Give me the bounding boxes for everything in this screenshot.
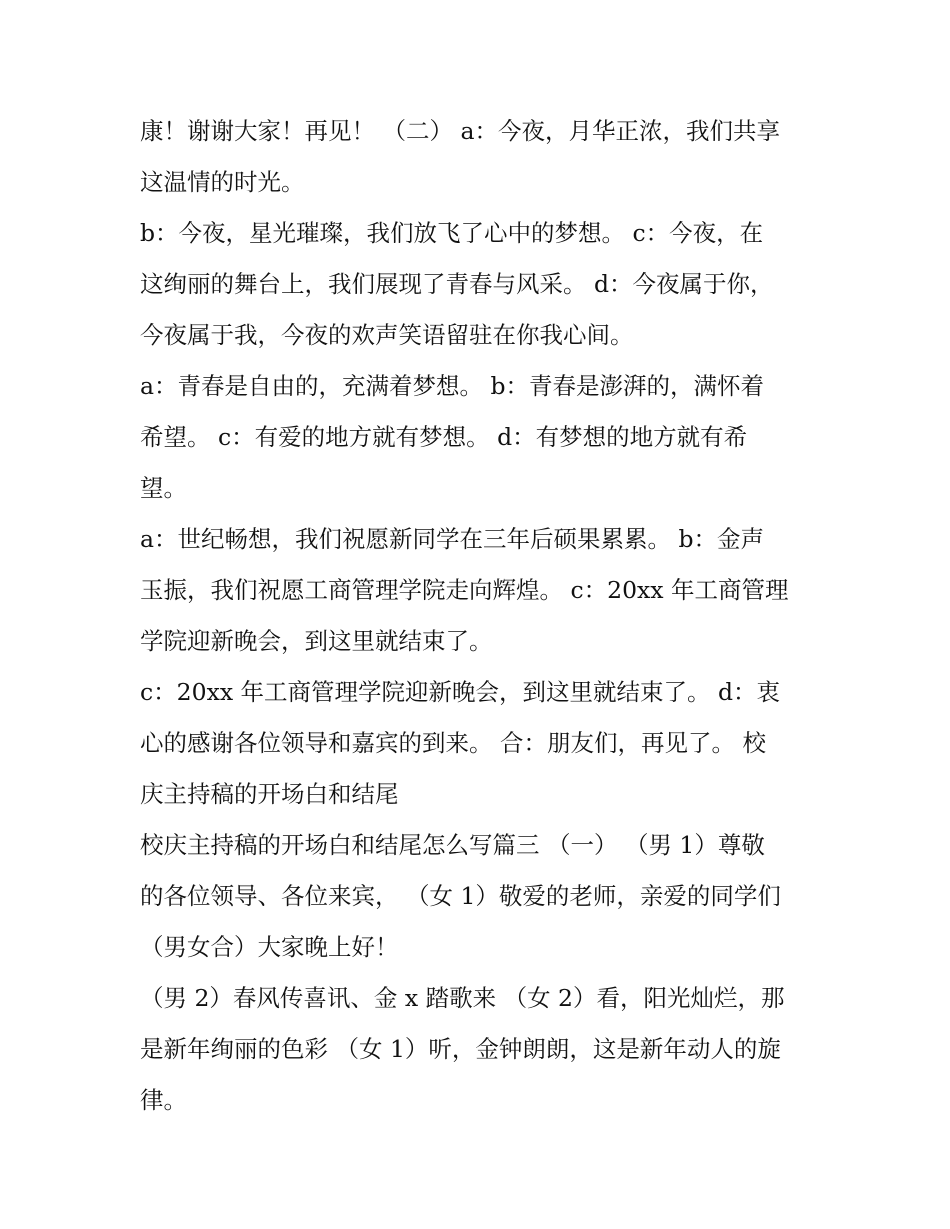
text-line: 律。 — [140, 1086, 187, 1114]
text-line: 这温情的时光。 — [140, 168, 305, 196]
text-line: a：世纪畅想，我们祝愿新同学在三年后硕果累累。 b：金声 — [140, 525, 765, 553]
document-body — [140, 106, 812, 1126]
text-line: 这绚丽的舞台上，我们展现了青春与风采。 d：今夜属于你， — [140, 270, 774, 298]
text-line: 今夜属于我，今夜的欢声笑语留驻在你我心间。 — [140, 321, 634, 349]
text-line: （男女合）大家晚上好！ — [140, 933, 399, 961]
text-line: 庆主持稿的开场白和结尾 — [140, 780, 399, 808]
text-line: 学院迎新晚会，到这里就结束了。 — [140, 627, 493, 655]
text-line: a：青春是自由的，充满着梦想。 b：青春是澎湃的，满怀着 — [140, 372, 765, 400]
text-line: b：今夜，星光璀璨，我们放飞了心中的梦想。 c：今夜，在 — [140, 219, 764, 247]
text-line: 玉振，我们祝愿工商管理学院走向辉煌。 c：20xx 年工商管理 — [140, 576, 789, 604]
text-line: 的各位领导、各位来宾， （女 1）敬爱的老师，亲爱的同学们 — [140, 882, 781, 910]
text-line: （男 2）春风传喜讯、金 x 踏歌来 （女 2）看，阳光灿烂，那 — [140, 984, 785, 1012]
text-line: 心的感谢各位领导和嘉宾的到来。 合：朋友们，再见了。 校 — [140, 729, 766, 757]
text-line: 是新年绚丽的色彩 （女 1）听，金钟朗朗，这是新年动人的旋 — [140, 1035, 781, 1063]
text-line: 康！谢谢大家！再见！ （二） a：今夜，月华正浓，我们共享 — [140, 117, 780, 145]
text-line: 希望。 c：有爱的地方就有梦想。 d：有梦想的地方就有希 — [140, 423, 748, 451]
text-line: 校庆主持稿的开场白和结尾怎么写篇三 （一） （男 1）尊敬 — [140, 831, 765, 859]
text-line: 望。 — [140, 474, 187, 502]
text-line: c：20xx 年工商管理学院迎新晚会，到这里就结束了。 d：衷 — [140, 678, 781, 706]
